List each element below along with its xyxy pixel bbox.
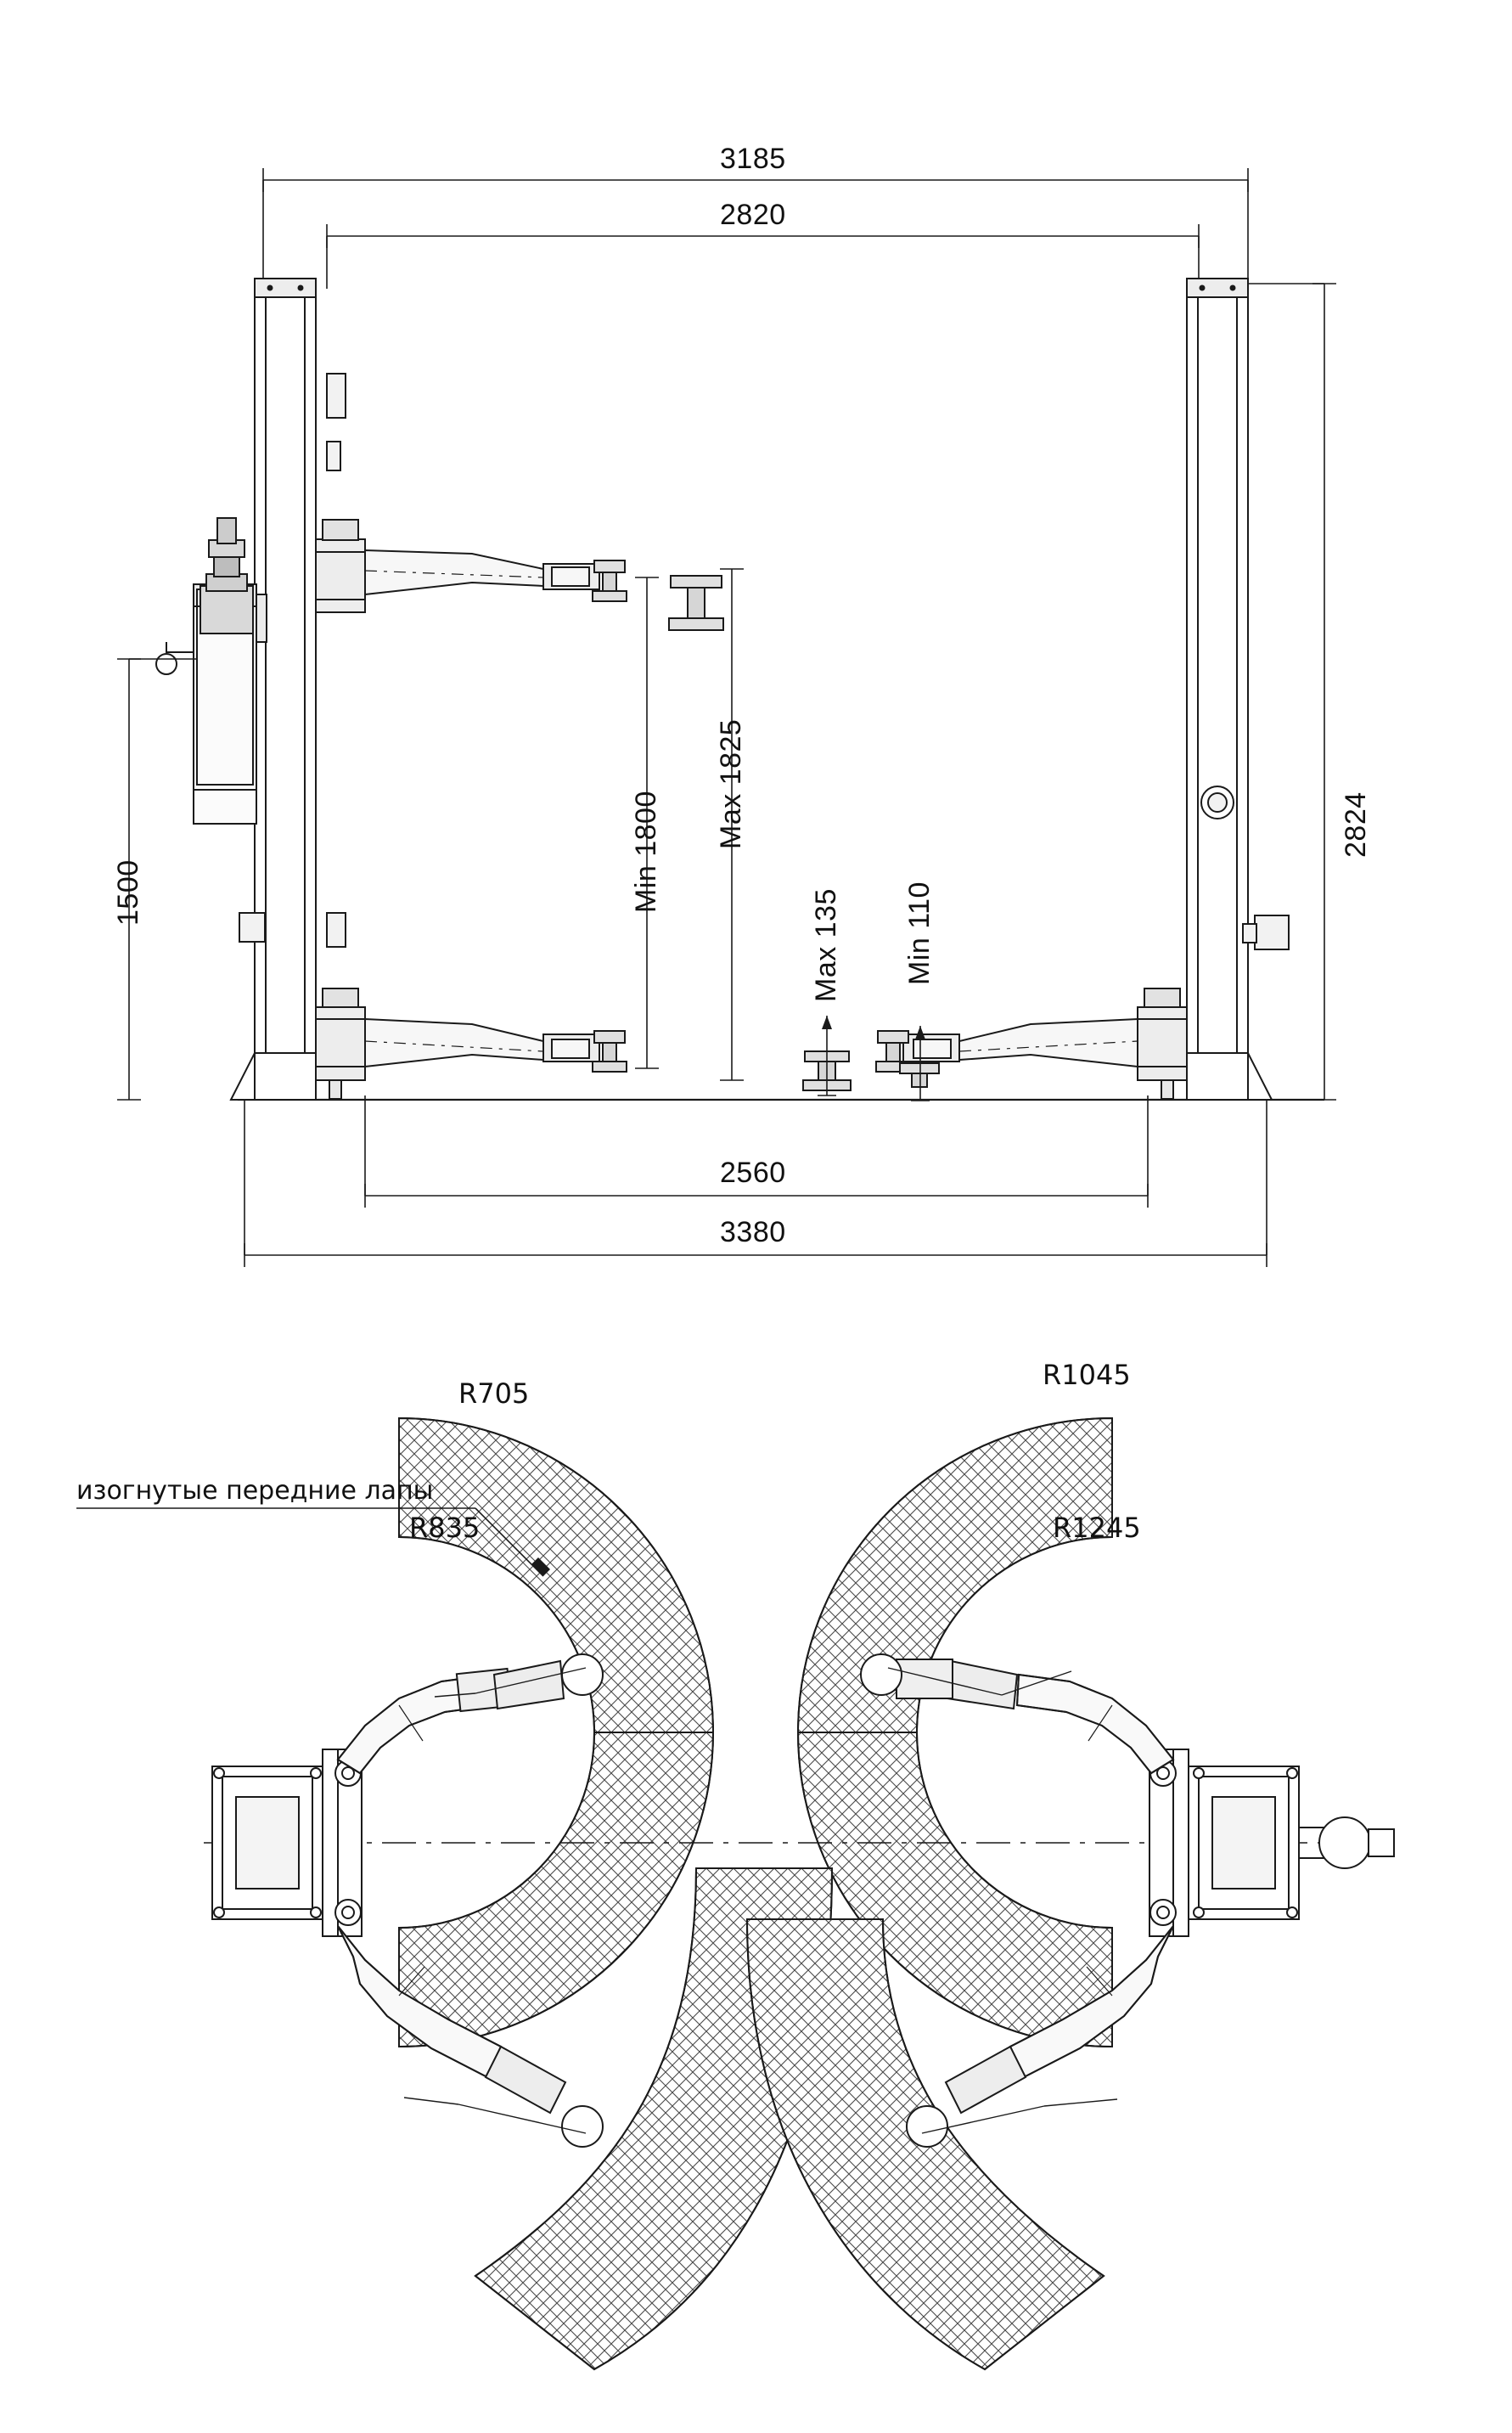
power-unit-assembly — [156, 518, 267, 824]
label-dim-2824: 2824 — [1340, 791, 1372, 858]
label-dim-2560: 2560 — [720, 1157, 786, 1189]
lower-right-carriage — [803, 988, 1187, 1099]
label-radius-r705: R705 — [458, 1377, 530, 1410]
dimension-2560 — [365, 1095, 1148, 1208]
label-radius-r835: R835 — [409, 1512, 481, 1544]
left-front-arm — [338, 1654, 603, 1773]
label-radius-r1245: R1245 — [1053, 1512, 1141, 1544]
lower-left-carriage — [316, 988, 627, 1099]
right-column — [1187, 279, 1289, 1100]
right-column-footprint — [1149, 1749, 1394, 1936]
label-dim-3185: 3185 — [720, 143, 786, 175]
label-dim-min-110: Min 110 — [903, 881, 936, 985]
label-dim-min-1800: Min 1800 — [630, 791, 662, 913]
left-column-footprint — [212, 1749, 362, 1936]
label-dim-max-135: Max 135 — [810, 888, 842, 1002]
label-radius-r1045: R1045 — [1043, 1359, 1131, 1391]
label-note-bent-front-arms: изогнутые передние лапы — [76, 1476, 434, 1506]
upper-left-carriage — [316, 520, 723, 630]
dimension-2824 — [1248, 284, 1336, 1100]
label-dim-max-1825: Max 1825 — [715, 718, 747, 849]
dimension-2820 — [327, 224, 1199, 289]
label-dim-1500: 1500 — [112, 859, 144, 926]
label-dim-3380: 3380 — [720, 1216, 786, 1248]
label-dim-2820: 2820 — [720, 199, 786, 231]
